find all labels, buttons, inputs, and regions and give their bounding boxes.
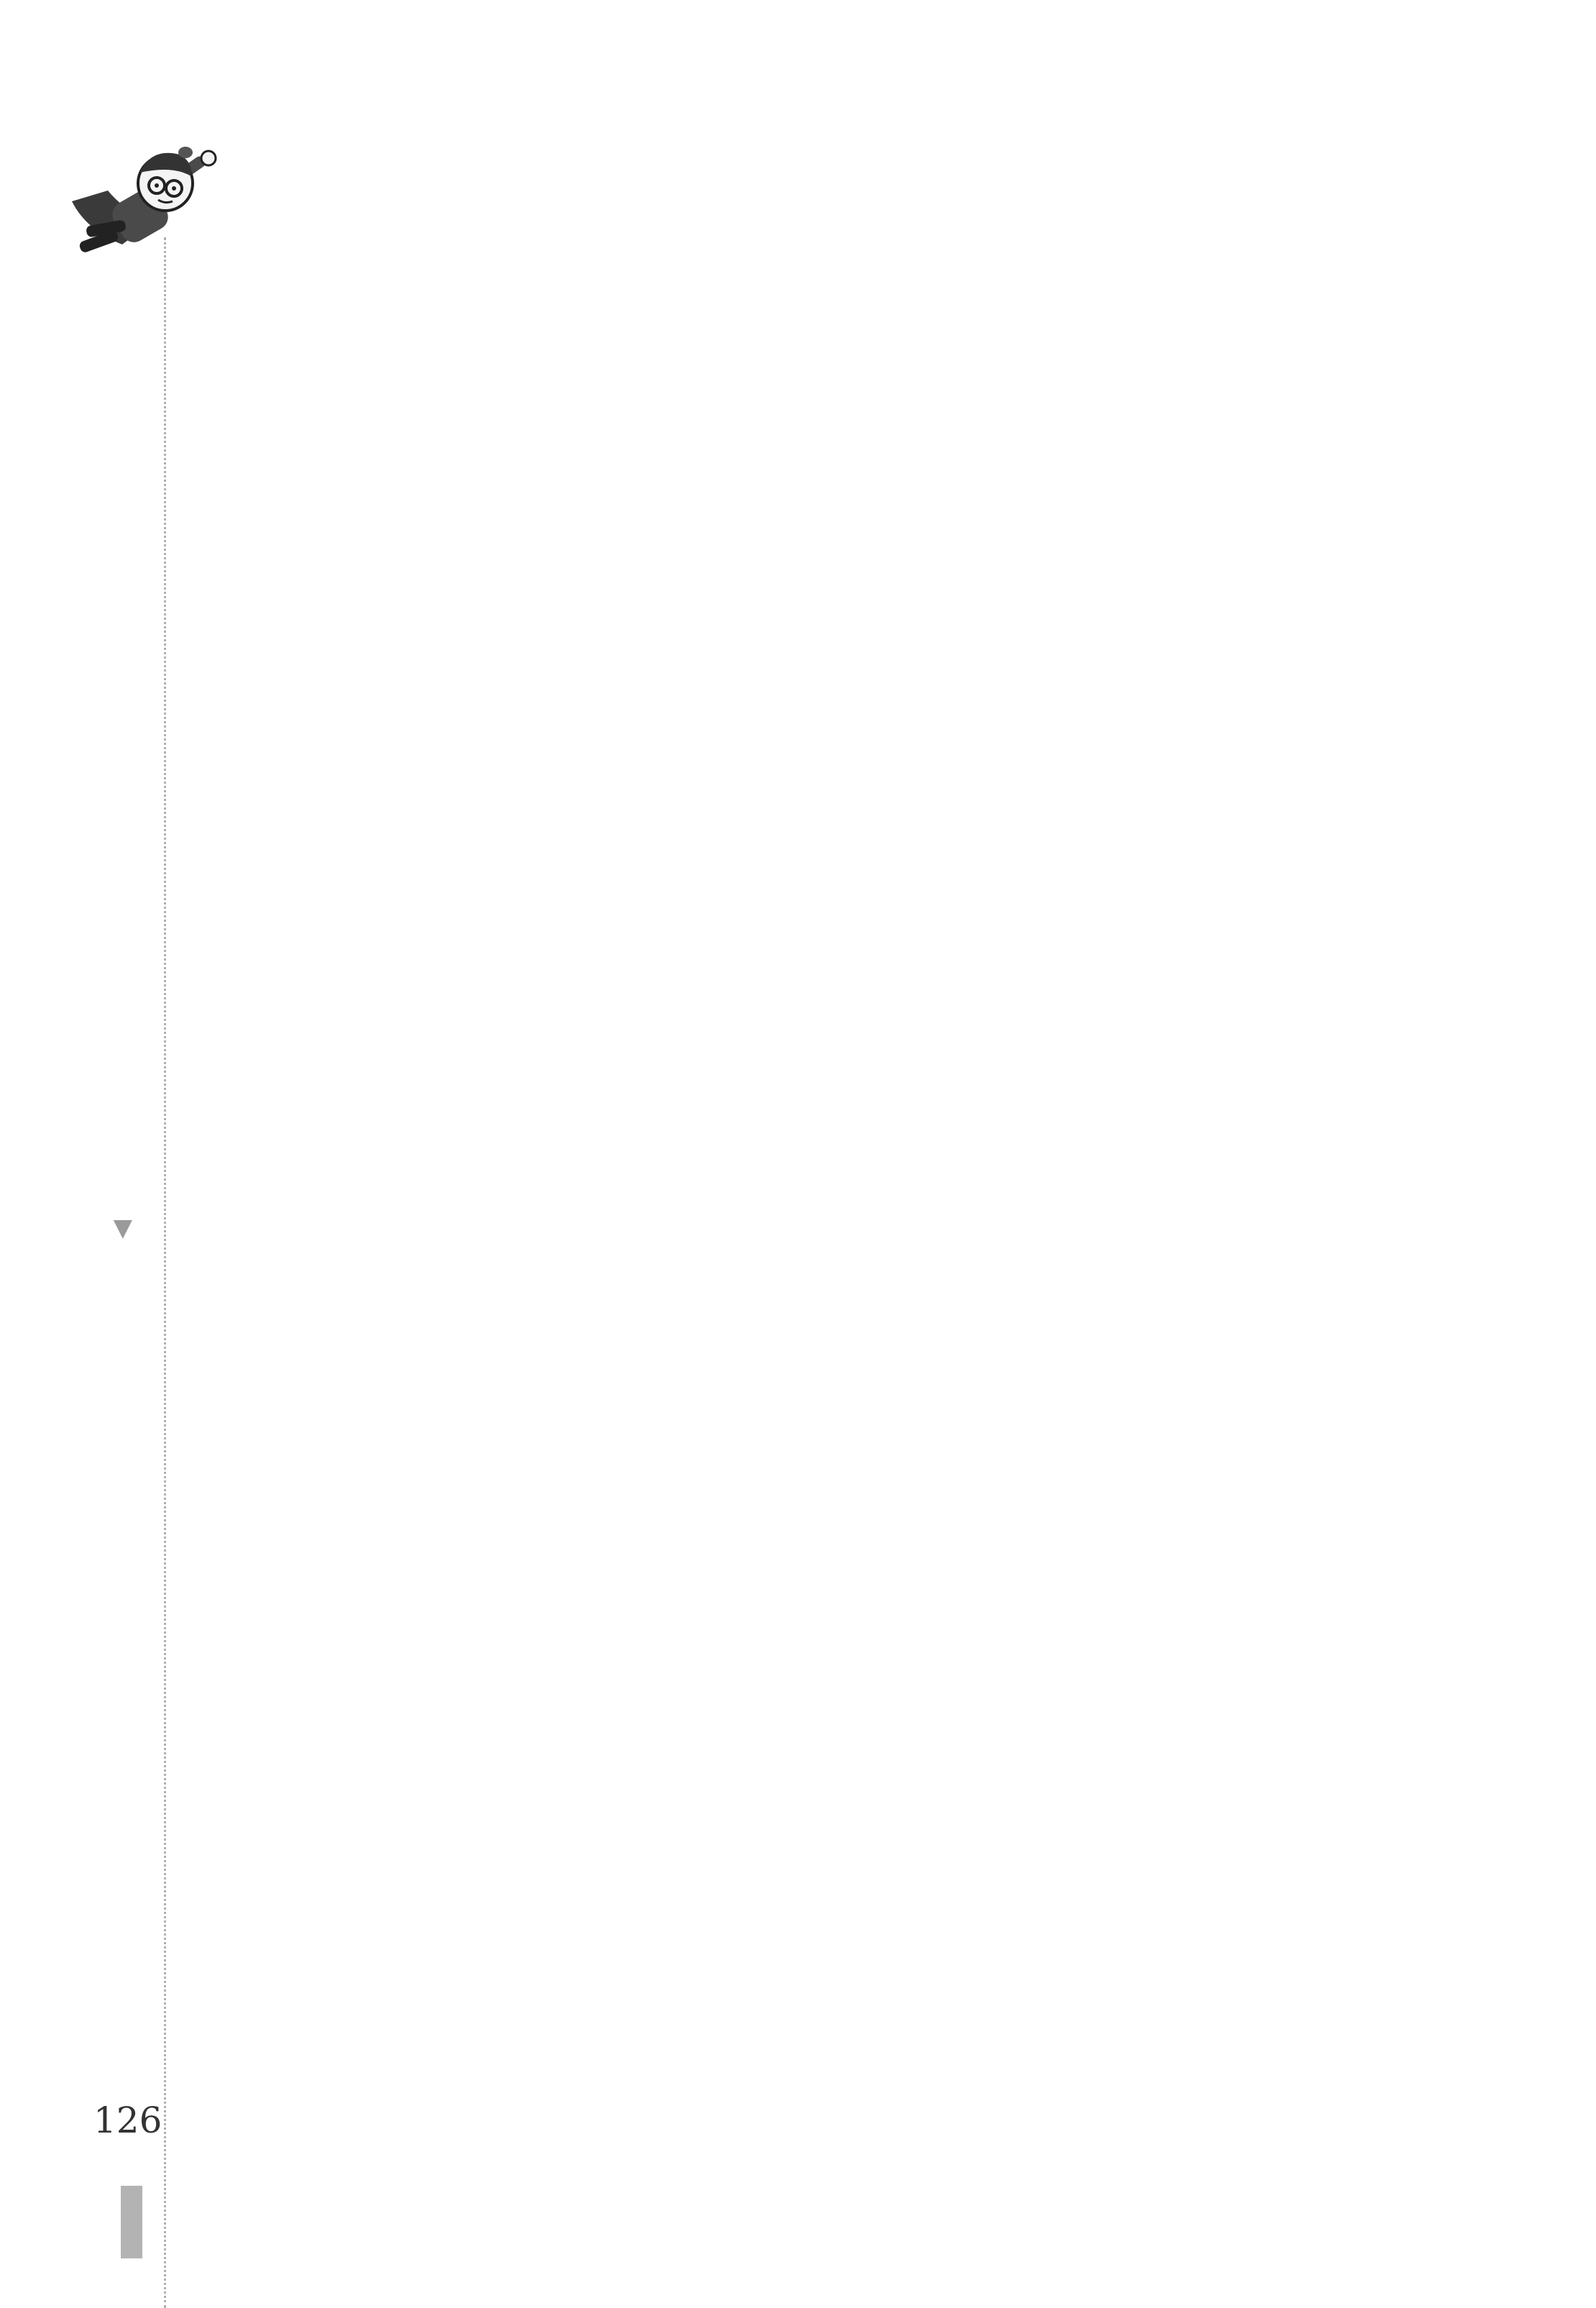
text-column (510, 230, 552, 1999)
text-column (216, 230, 257, 1999)
text-column (1101, 230, 1142, 1999)
text-column (1396, 230, 1438, 1999)
text-column (1059, 230, 1101, 1999)
text-column (1185, 230, 1227, 1999)
text-column (890, 230, 932, 1999)
page-number: 126 (93, 2099, 162, 2141)
text-column (1227, 230, 1269, 1999)
text-column (469, 230, 510, 1999)
header-arrow-icon: ▶ (110, 1219, 139, 1240)
text-column (342, 230, 384, 1999)
text-column (1143, 230, 1185, 1999)
text-column (426, 230, 468, 1999)
text-column (806, 230, 848, 1999)
text-column (1270, 230, 1311, 1999)
running-header-text (110, 277, 139, 1212)
text-column (300, 230, 341, 1999)
text-column (1354, 230, 1395, 1999)
text-column (722, 230, 763, 1999)
text-column (595, 230, 637, 1999)
page-divider (164, 237, 166, 2308)
text-column (1017, 230, 1058, 1999)
text-column (932, 230, 974, 1999)
thumb-index-tab (121, 2186, 142, 2258)
text-column (679, 230, 721, 1999)
text-column (553, 230, 595, 1999)
text-column (848, 230, 890, 1999)
text-column (763, 230, 805, 1999)
running-header (108, 277, 141, 1244)
text-column (975, 230, 1017, 1999)
text-column (385, 230, 426, 1999)
text-column (637, 230, 679, 1999)
text-column (258, 230, 300, 1999)
cartoon-mascot-icon (65, 122, 230, 266)
body-text (216, 230, 1438, 1999)
text-column (1312, 230, 1354, 1999)
